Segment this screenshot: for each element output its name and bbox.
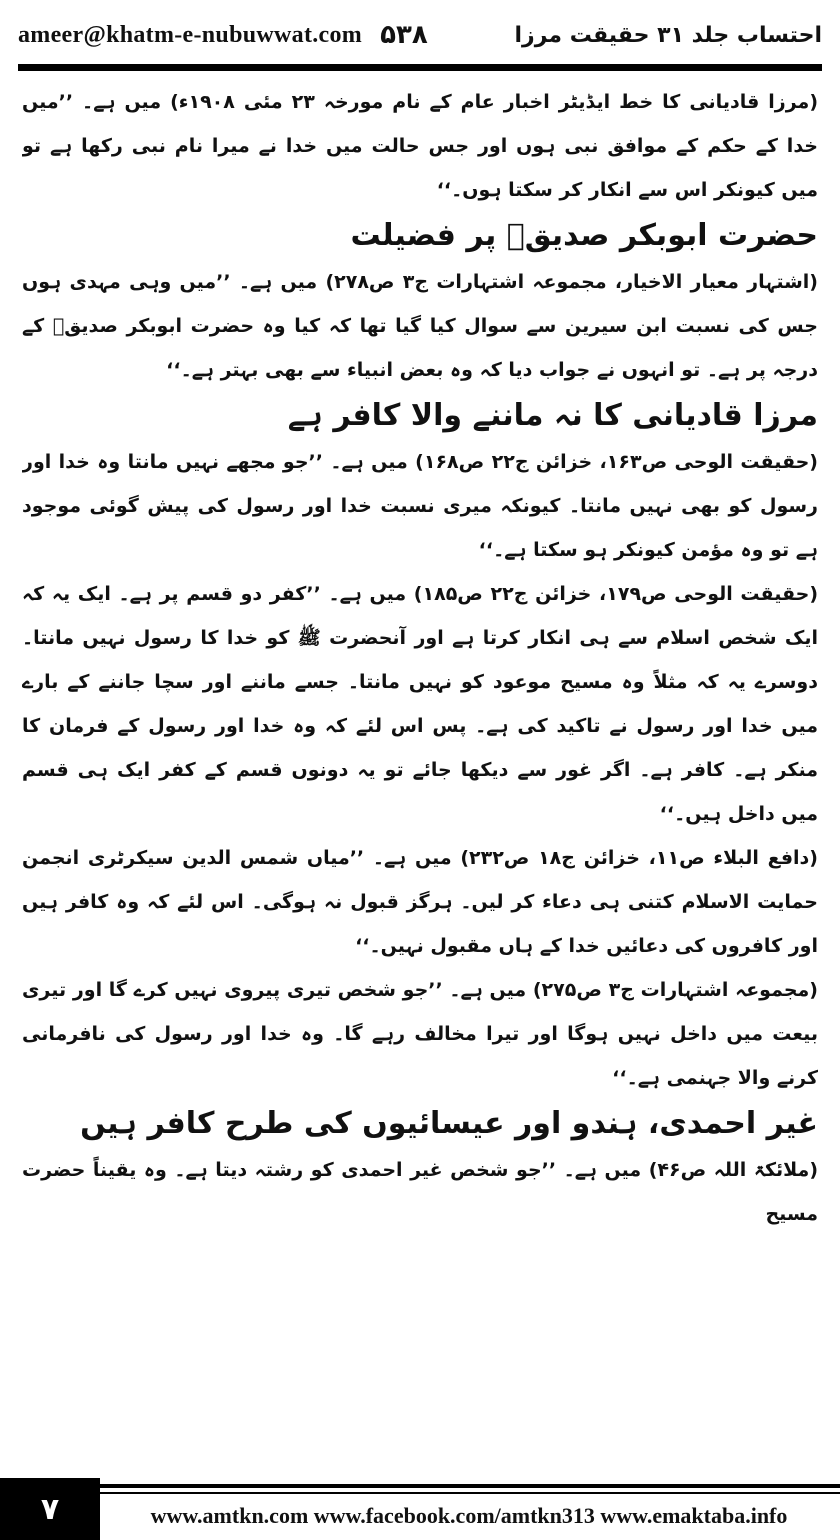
section-heading: مرزا قادیانی کا نہ ماننے والا کافر ہے bbox=[287, 398, 818, 433]
header-rule bbox=[18, 64, 822, 71]
paragraph: (حقیقت الوحی ص۱۶۳، خزائن ج۲۲ ص۱۶۸) میں ہے۔ ’’جو مجھے نہیں مانتا وہ خدا اور رسول کو بھی نہیں مانتا۔ کیونکہ میری نسبت خدا اور رسول کی پیش گوئی موجود ہے تو وہ مؤمن کیونکر ہو سکتا ہے۔‘‘ bbox=[22, 451, 818, 561]
running-title: احتساب جلد ۳۱ حقیقت مرزا bbox=[514, 22, 822, 48]
page-header bbox=[18, 10, 822, 60]
paragraph: (ملائکۃ اللہ ص۴۶) میں ہے۔ ’’جو شخص غیر احمدی کو رشتہ دیتا ہے۔ وہ یقیناً حضرت مسیح bbox=[22, 1159, 818, 1225]
paragraph: (اشتہار معیار الاخیار، مجموعہ اشتہارات ج۳ ص۲۷۸) میں ہے۔ ’’میں وہی مہدی ہوں جس کی نسبت ابن سیرین سے سوال کیا گیا تھا کہ کیا وہ حضرت ابوبکر صدیقؓ کے درجہ پر ہے۔ تو انہوں نے جواب دیا کہ وہ بعض انبیاء سے بھی بہتر ہے۔‘‘ bbox=[22, 271, 818, 381]
header-left bbox=[18, 20, 428, 50]
paragraph: (حقیقت الوحی ص۱۷۹، خزائن ج۲۲ ص۱۸۵) میں ہے۔ ’’کفر دو قسم پر ہے۔ ایک یہ کہ ایک شخص اسلام سے ہی انکار کرتا ہے اور آنحضرت ﷺ کو خدا کا رسول نہیں مانتا۔ دوسرے یہ کہ مثلاً وہ مسیح موعود کو نہیں مانتا۔ جسے ماننے اور سچا جاننے کے بارے میں خدا اور رسول نے تاکید کی ہے۔ پس اس لئے کہ وہ خدا اور رسول کے فرمان کا منکر ہے۔ کافر ہے۔ اگر غور سے دیکھا جائے تو یہ دونوں قسم کے کفر ایک ہی قسم میں داخل ہیں۔‘‘ bbox=[22, 583, 818, 825]
footer-rule-thin bbox=[100, 1492, 840, 1494]
paragraph: (دافع البلاء ص۱۱، خزائن ج۱۸ ص۲۳۲) میں ہے۔ ’’میاں شمس الدین سیکرٹری انجمن حمایت الاسلام کتنی ہی دعاء کر لیں۔ ہرگز قبول نہ ہوگی۔ اس لئے کہ وہ کافر ہیں اور کافروں کی دعائیں خدا کے ہاں مقبول نہیں۔‘‘ bbox=[22, 847, 818, 957]
header-email[interactable]: ameer@khatm-e-nubuwwat.com bbox=[18, 21, 363, 48]
footer-rule bbox=[100, 1484, 840, 1488]
section-heading: غیر احمدی، ہندو اور عیسائیوں کی طرح کافر ہیں bbox=[80, 1106, 818, 1141]
paragraph: (مجموعہ اشتہارات ج۳ ص۲۷۵) میں ہے۔ ’’جو شخص تیری پیروی نہیں کرے گا اور تیری بیعت میں داخل نہیں ہوگا اور تیرا مخالف رہے گا۔ وہ خدا اور رسول کی نافرمانی کرنے والا جہنمی ہے۔‘‘ bbox=[22, 979, 818, 1089]
paragraph: (مرزا قادیانی کا خط ایڈیٹر اخبار عام کے نام مورخہ ۲۳ مئی ۱۹۰۸ء) میں ہے۔ ’’میں خدا کے حکم کے موافق نبی ہوں اور جس حالت میں خدا نے میرا نام نبی رکھا ہے تو میں کیونکر اس سے انکار کر سکتا ہوں۔‘‘ bbox=[22, 91, 818, 201]
page-body bbox=[22, 80, 818, 1455]
footer-links[interactable]: www.amtkn.com www.facebook.com/amtkn313 www.emaktaba.info bbox=[150, 1503, 788, 1528]
page-number: ۵۳۸ bbox=[380, 20, 428, 50]
section-heading: حضرت ابوبکر صدیقؓ پر فضیلت bbox=[350, 218, 818, 253]
footer-page-number: ۷ bbox=[0, 1478, 100, 1540]
